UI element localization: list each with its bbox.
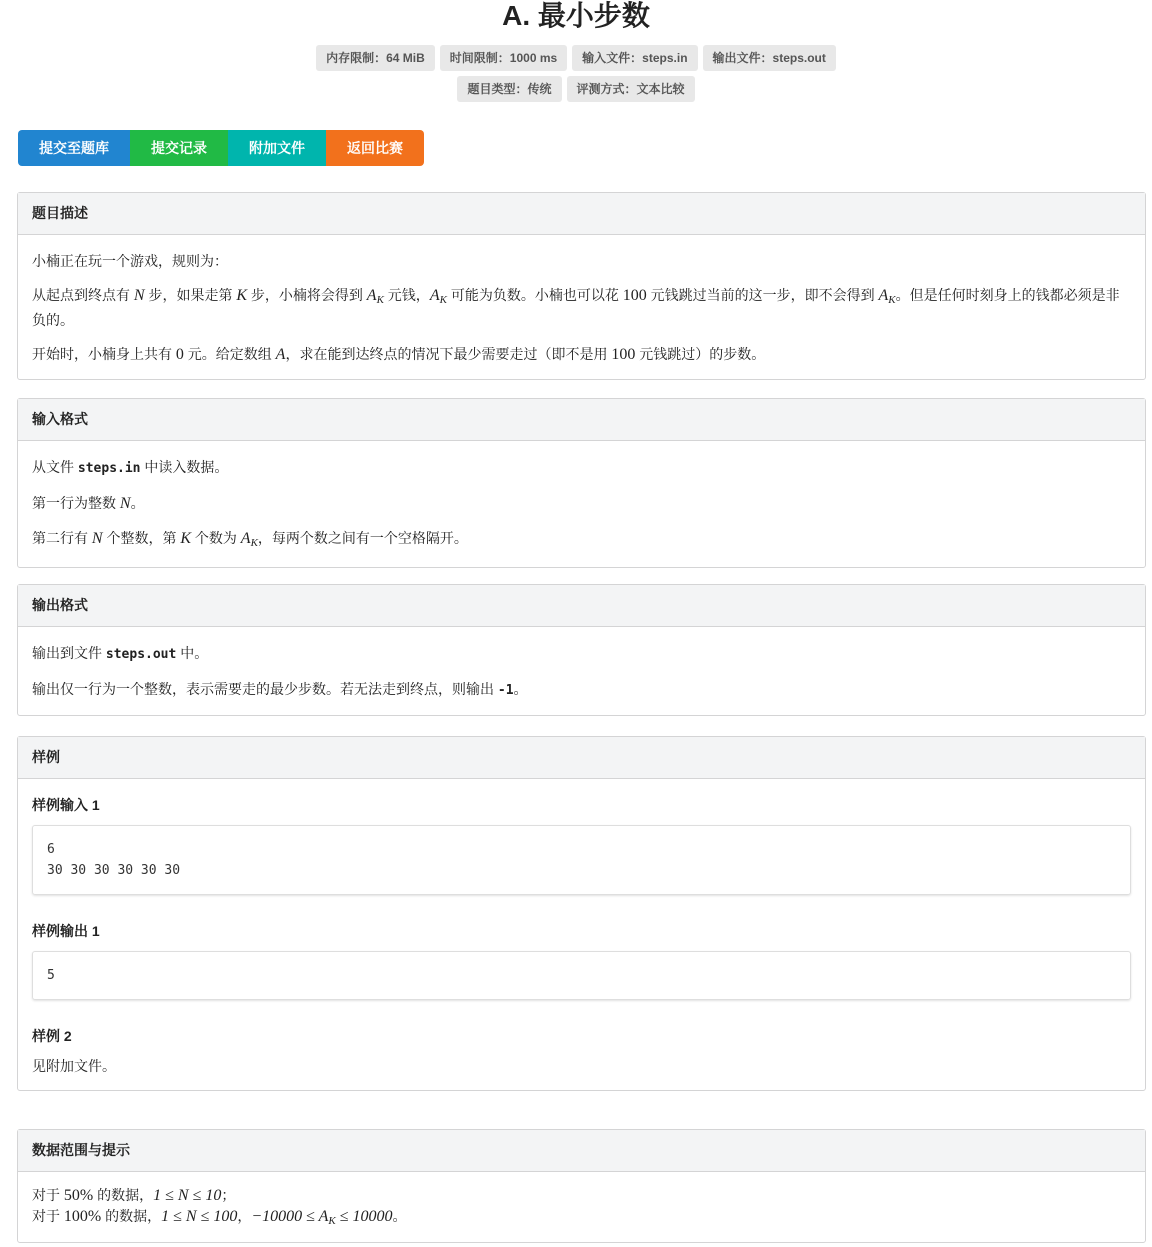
data-range-section	[17, 1129, 1146, 1243]
sample-input-1-box: 6 30 30 30 30 30 30	[32, 825, 1131, 895]
input-paragraph-3: 第二行有 N 个整数，第 K 个数为 $A_K$，每两个数之间有一个空格隔开。	[32, 530, 468, 549]
input-paragraph-2: 第一行为整数 N。	[32, 495, 145, 512]
judge-method-label: 评测方式：文本比较	[567, 76, 695, 102]
problem-title: A. 最小步数	[502, 0, 650, 31]
input-format-section	[17, 398, 1146, 568]
limits-labels	[0, 45, 1152, 71]
output-format-heading: 输出格式	[18, 585, 1145, 627]
sample-2-text: 见附加文件。	[32, 1058, 116, 1074]
output-format-section	[17, 584, 1146, 716]
input-paragraph-1: 从文件 steps.in 中读入数据。	[32, 459, 229, 476]
output-file-label: 输出文件：steps.out	[703, 45, 836, 71]
sample-output-1-box: 5	[32, 951, 1131, 1000]
output-paragraph-1: 输出到文件 steps.out 中。	[32, 645, 209, 662]
description-paragraph-2: 从起点到终点有 N 步，如果走第 K 步，小楠将会得到 $A_K$ 元钱，$A_K$ 可能为负数。小楠也可以花 100 元钱跳过当前的这一步，即不会得到 $A_K$。但是任何时刻身上的钱都必须是非负的。	[32, 287, 1120, 328]
input-file-label: 输入文件：steps.in	[572, 45, 697, 71]
type-labels	[0, 76, 1152, 102]
sample-output-1-title: 样例输出 1	[32, 923, 100, 939]
samples-section	[17, 736, 1146, 1091]
samples-heading: 样例	[18, 737, 1145, 779]
data-range-line-2: 对于 100% 的数据，1 ≤ N ≤ 100，$-10000 \le A_K \le 10000$。	[32, 1208, 407, 1227]
input-format-heading: 输入格式	[18, 399, 1145, 441]
description-heading: 题目描述	[18, 193, 1145, 235]
data-range-heading: 数据范围与提示	[18, 1130, 1145, 1172]
action-buttons	[18, 130, 424, 166]
back-to-contest-button[interactable]: 返回比赛	[326, 130, 424, 166]
submission-records-button[interactable]: 提交记录	[130, 130, 228, 166]
submit-to-problemset-button[interactable]: 提交至题库	[18, 130, 130, 166]
sample-input-1-title: 样例输入 1	[32, 797, 100, 813]
time-limit-label: 时间限制：1000 ms	[440, 45, 567, 71]
description-paragraph-3: 开始时，小楠身上共有 0 元。给定数组 A，求在能到达终点的情况下最少需要走过（即不是用 100 元钱跳过）的步数。	[32, 346, 766, 363]
memory-limit-label: 内存限制：64 MiB	[316, 45, 435, 71]
output-paragraph-2: 输出仅一行为一个整数，表示需要走的最少步数。若无法走到终点，则输出 -1。	[32, 681, 528, 698]
attached-files-button[interactable]: 附加文件	[228, 130, 326, 166]
description-section	[17, 192, 1146, 380]
problem-type-label: 题目类型：传统	[457, 76, 561, 102]
sample-2-title: 样例 2	[32, 1028, 72, 1044]
description-paragraph-1: 小楠正在玩一个游戏，规则为：	[32, 253, 228, 269]
data-range-line-1: 对于 50% 的数据，1 ≤ N ≤ 10；	[32, 1187, 236, 1204]
